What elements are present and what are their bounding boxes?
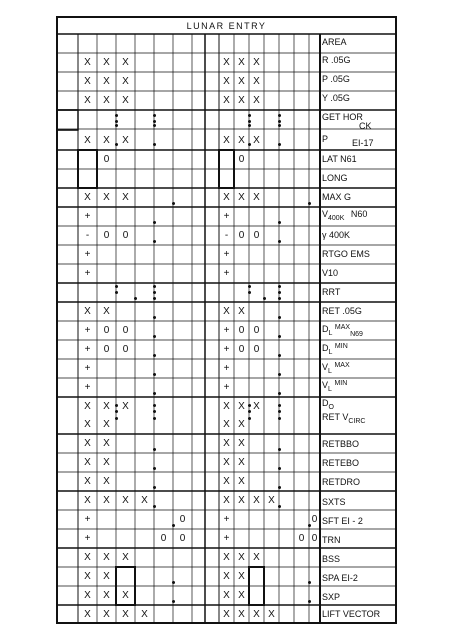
cell-mark-right: X [253,192,260,203]
decimal-dot [153,285,156,288]
cell-mark-left: + [84,268,91,279]
cell-mark-left: + [84,533,91,544]
row-label-get-hor [322,112,394,131]
ck-text: CK [359,121,372,131]
cell-mark-left: X [122,495,129,506]
cell-mark-right: - [224,230,229,241]
cell-mark-right: X [223,306,230,317]
cell-mark-right: X [223,192,230,203]
cell-mark-left: X [122,76,129,87]
cell-mark-left: X [103,495,110,506]
cell-mark-right: 0 [253,230,260,241]
cell-mark-left: 0 [179,533,186,544]
dl-min-d: D [322,343,329,353]
row-label-p-05g: P .05G [322,74,350,84]
cell-mark-right: 0 [311,533,318,544]
cell-mark-left: X [84,476,91,487]
cell-mark-right: 0 [298,533,305,544]
decimal-dot [278,392,281,395]
decimal-dot [172,581,175,584]
decimal-dot [153,316,156,319]
cell-mark-left: X [122,192,129,203]
cell-mark-right: X [223,476,230,487]
get-hor-text: GET HOR [322,112,363,122]
decimal-dot [153,448,156,451]
row-label-dl-min [322,343,394,355]
cell-mark-right: + [223,344,230,355]
decimal-dot [308,202,311,205]
decimal-dot [278,373,281,376]
cell-mark-left: X [84,400,91,412]
cell-mark-left: + [84,382,91,393]
cell-mark-left: 0 [122,325,129,336]
cell-mark-left: X [84,192,91,203]
do-sub: O [328,404,334,411]
cell-mark-right: X [238,400,245,412]
cell-mark-right: X [253,134,260,146]
cell-mark-right: X [238,457,245,468]
cell-mark-left: X [103,476,110,487]
decimal-dot [153,120,156,123]
decimal-dot [153,297,156,300]
cell-mark-left: 0 [122,344,129,355]
cell-mark-right: X [268,609,275,620]
cell-mark-left: X [84,590,91,601]
cell-mark-right: X [223,590,230,601]
row-label-sft: SFT EI - 2 [322,516,363,526]
dl-min-sub: L [328,349,333,356]
margin-box [57,110,78,130]
cell-mark-left: X [122,95,129,106]
cell-mark-right: X [238,495,245,506]
cell-mark-right: X [253,95,260,106]
dl-max-d: D [322,324,329,334]
cell-mark-left: X [122,552,129,563]
cell-mark-left: 0 [122,230,129,241]
decimal-dot [153,486,156,489]
cell-mark-right: X [238,57,245,68]
cell-mark-left: X [141,495,148,506]
cell-mark-right: 0 [238,154,245,165]
decimal-dot [115,143,118,146]
decimal-dot [153,410,156,413]
decimal-dot [248,404,251,407]
row-label-rtgo-ems: RTGO EMS [322,249,370,259]
cell-mark-right: + [223,514,230,525]
cell-mark-left: X [103,95,110,106]
row-label-bss: BSS [322,554,341,564]
cell-mark-right: + [223,211,230,222]
cell-mark-right: X [238,306,245,317]
ei17-text: EI-17 [352,138,374,148]
decimal-dot [248,285,251,288]
decimal-dot [278,120,281,123]
cell-mark-left: X [122,134,129,146]
decimal-dot [308,524,311,527]
row-label-retbbo: RETBBO [322,439,360,449]
row-label-retebo: RETEBO [322,458,360,468]
do-d: D [322,398,329,408]
cell-mark-left: X [84,552,91,563]
decimal-dot [308,581,311,584]
vl-min-mid: MIN [334,380,348,387]
row-label-v400k [322,209,394,221]
decimal-dot [153,124,156,127]
cell-mark-right: 0 [238,230,245,241]
decimal-dot [278,285,281,288]
decimal-dot [115,404,118,407]
cell-mark-right: X [223,400,230,412]
cell-mark-left: 0 [179,514,186,525]
decimal-dot [278,404,281,407]
cell-mark-right: X [238,76,245,87]
cell-mark-left: X [103,400,110,412]
cell-mark-right: X [223,571,230,582]
cell-mark-left: 0 [160,533,167,544]
cell-mark-right: X [223,95,230,106]
cell-mark-left: X [103,306,110,317]
cell-mark-left: X [84,457,91,468]
p-text: P [322,134,329,144]
cell-mark-left: X [84,306,91,317]
cell-mark-right: 0 [253,344,260,355]
decimal-dot [153,221,156,224]
cell-mark-left: X [122,609,129,620]
dl-min-mid: MIN [334,343,348,350]
decimal-dot [248,124,251,127]
cell-mark-left: 0 [103,154,110,165]
cell-mark-right: X [238,134,245,146]
row-label-r-05g: R .05G [322,55,351,65]
vl-max-mid: MAX [334,362,350,369]
form-title: LUNAR ENTRY [186,21,267,31]
decimal-dot [172,600,175,603]
vl-max-sub: L [328,368,332,375]
cell-mark-right: X [223,438,230,449]
decimal-dot [278,505,281,508]
decimal-dot [172,202,175,205]
cell-mark-right: X [238,192,245,203]
cell-mark-right: 0 [238,325,245,336]
cell-mark-left: X [103,552,110,563]
decimal-dot [278,291,281,294]
decimal-dot [278,448,281,451]
cell-mark-right: X [238,476,245,487]
dl-max-mid: MAX [334,324,351,331]
row-label-retdro: RETDRO [322,477,360,487]
cell-mark-left: X [84,571,91,582]
cell-mark-right: X [223,457,230,468]
decimal-dot [153,354,156,357]
decimal-dot [115,124,118,127]
vcirc-sub: CIRC [348,418,366,425]
decimal-dot [278,221,281,224]
cell-mark-right: X [223,495,230,506]
cell-mark-right: X [238,571,245,582]
decimal-dot [248,291,251,294]
decimal-dot [153,373,156,376]
row-label-ret-vcirc [322,412,394,424]
decimal-dot [115,417,118,420]
cell-mark-left: X [103,438,110,449]
vl-min-v: V [322,380,329,390]
row-label-long: LONG [322,173,348,183]
cell-mark-left: 0 [103,344,110,355]
decimal-dot [153,392,156,395]
cell-mark-right: X [238,438,245,449]
cell-mark-left: X [84,134,91,146]
row-label-sxp: SXP [322,592,341,602]
cell-mark-right: + [223,249,230,260]
vl-max-v: V [322,362,329,372]
cell-mark-left: + [84,363,91,374]
decimal-dot [278,417,281,420]
cell-mark-right: X [253,57,260,68]
decimal-dot [248,120,251,123]
cell-mark-right: X [268,495,275,506]
row-label-sxts: SXTS [322,497,346,507]
cell-mark-left: - [85,230,90,241]
cell-mark-right: + [223,268,230,279]
row-label-vl-min [322,380,394,392]
decimal-dot [153,404,156,407]
cell-mark-left: X [84,438,91,449]
cell-mark-left: X [103,419,110,430]
n69-text: N69 [350,331,363,338]
area-label: AREA [322,37,347,47]
row-label-spa: SPA EI-2 [322,573,358,583]
decimal-dot [308,600,311,603]
cell-mark-right: X [238,419,245,430]
ret-v-text: RET V [322,412,349,422]
decimal-dot [115,291,118,294]
decimal-dot [278,335,281,338]
decimal-dot [278,297,281,300]
row-label-vl-max [322,362,394,374]
cell-mark-left: X [122,590,129,601]
cell-mark-right: X [238,590,245,601]
cell-mark-left: X [103,457,110,468]
decimal-dot [153,505,156,508]
n60-text: N60 [350,209,368,219]
decimal-dot [278,467,281,470]
cell-mark-right: X [223,552,230,563]
cell-mark-left: X [103,590,110,601]
row-label-lat: LAT N61 [322,154,357,164]
cell-mark-left: X [84,57,91,68]
cell-mark-right: X [223,609,230,620]
cell-mark-right: X [253,76,260,87]
cell-mark-right: + [223,382,230,393]
decimal-dot [153,467,156,470]
cell-mark-right: X [223,419,230,430]
v400k-sub: 400K [328,215,345,222]
decimal-dot [278,143,281,146]
v-text: V [322,209,329,219]
decimal-dot [278,114,281,117]
row-label-trn: TRN [322,535,341,545]
cell-mark-left: X [103,134,110,146]
decimal-dot [263,297,266,300]
decimal-dot [172,524,175,527]
cell-mark-left: X [84,419,91,430]
cell-mark-left: 0 [103,230,110,241]
cell-mark-right: X [253,609,260,620]
row-label-p-ei17 [322,134,394,148]
decimal-dot [248,114,251,117]
decimal-dot [278,354,281,357]
decimal-dot [278,486,281,489]
cell-mark-right: X [223,76,230,87]
decimal-dot [248,417,251,420]
decimal-dot [248,143,251,146]
decimal-dot [153,291,156,294]
cell-mark-right: + [223,325,230,336]
cell-mark-right: X [253,400,260,412]
row-label-y-05g: Y .05G [322,93,350,103]
cell-mark-left: X [103,57,110,68]
cell-mark-left: X [84,95,91,106]
cell-mark-right: + [223,533,230,544]
cell-mark-left: X [84,495,91,506]
cell-mark-left: X [122,57,129,68]
decimal-dot [134,297,137,300]
cell-mark-left: X [103,571,110,582]
vl-min-sub: L [328,386,332,393]
decimal-dot [115,285,118,288]
decimal-dot [248,410,251,413]
cell-mark-right: 0 [311,514,318,525]
row-label-lift-vector: LIFT VECTOR [322,609,381,619]
cell-mark-right: X [223,134,230,146]
cell-mark-right: + [223,363,230,374]
row-label-ret-05g: RET .05G [322,306,362,316]
decimal-dot [115,114,118,117]
cell-mark-left: X [84,76,91,87]
cell-mark-left: X [103,192,110,203]
row-label-max-g: MAX G [322,192,352,202]
row-label-v10: V10 [322,268,339,278]
decimal-dot [153,114,156,117]
decimal-dot [278,124,281,127]
row-label-do [322,398,394,410]
decimal-dot [115,410,118,413]
cell-mark-right: X [238,552,245,563]
row-label-rrt: RRT [322,287,341,297]
cell-mark-right: X [223,57,230,68]
cell-mark-left: X [141,609,148,620]
decimal-dot [278,410,281,413]
decimal-dot [153,143,156,146]
row-label-gamma-400k: γ 400K [322,230,351,240]
decimal-dot [278,240,281,243]
cell-mark-left: + [84,325,91,336]
cell-mark-left: + [84,249,91,260]
cell-mark-right: X [253,552,260,563]
cell-mark-right: 0 [238,344,245,355]
cell-mark-left: 0 [103,325,110,336]
row-label-dl-max [322,324,394,336]
cell-mark-left: X [84,609,91,620]
cell-mark-right: 0 [253,325,260,336]
cell-mark-right: X [238,95,245,106]
cell-mark-left: + [84,344,91,355]
cell-mark-left: + [84,211,91,222]
cell-mark-right: X [238,609,245,620]
cell-mark-left: X [122,400,129,412]
decimal-dot [278,316,281,319]
cell-mark-left: X [103,76,110,87]
cell-mark-left: + [84,514,91,525]
decimal-dot [153,417,156,420]
dl-max-sub: L [328,330,333,337]
decimal-dot [153,335,156,338]
cell-mark-left: X [103,609,110,620]
decimal-dot [115,120,118,123]
cell-mark-right: X [253,495,260,506]
decimal-dot [153,240,156,243]
